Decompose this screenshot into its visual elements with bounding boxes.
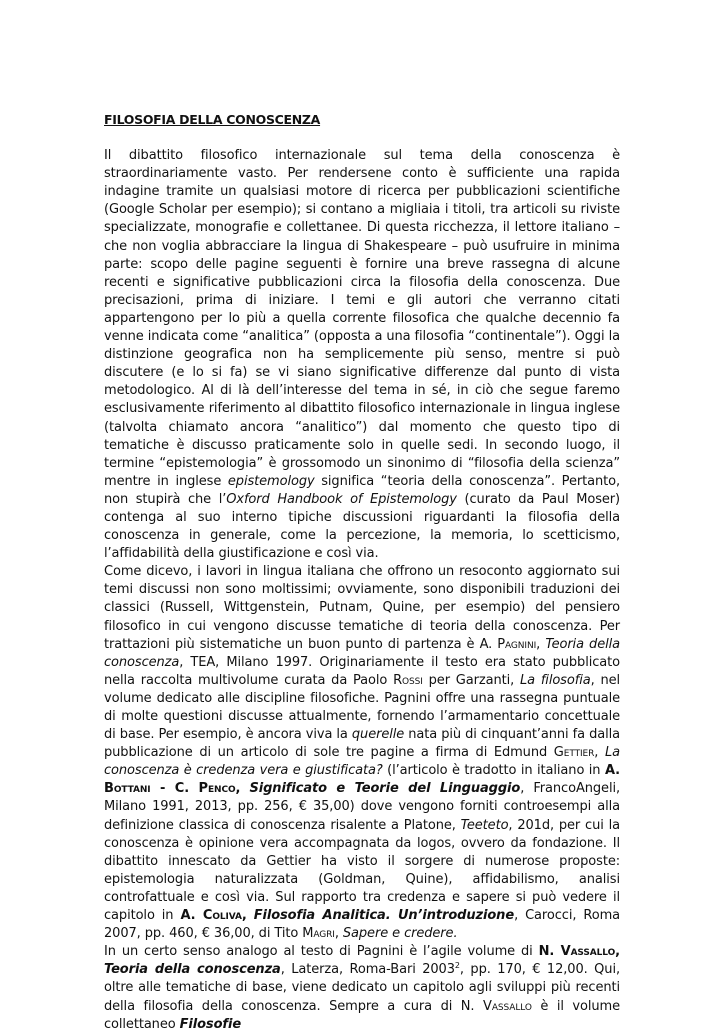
text: per Garzanti,	[422, 672, 520, 688]
book-title-bold: Teoria della conoscenza	[104, 962, 281, 978]
author-initial: - C. P	[150, 781, 208, 797]
book-title-bold: Significato e Teorie del Linguaggio	[249, 781, 521, 797]
text	[247, 908, 254, 923]
text: (curato da Paul Moser) contenga al suo interno tipiche discussioni riguardanti la filosofia della conoscenza in generale, come la percezione, la memoria, lo scetticismo, l’affidabilità della giustificazione e così via.	[104, 491, 620, 562]
punctuation: ,	[235, 781, 241, 797]
author-smallcaps: assallo	[570, 944, 616, 960]
text: , Laterza, Roma-Bari 2003	[280, 962, 455, 978]
book-title: Teeteto	[460, 817, 509, 833]
text: significa “teoria della conoscenza”. Pertanto, non stupirà che l’	[104, 473, 620, 507]
document-title: FILOSOFIA DELLA CONOSCENZA	[104, 112, 321, 127]
edition-superscript: 2	[454, 961, 460, 971]
text: , 201d, per cui la conoscenza è opinione vera accompagnata da logos, ovvero da fondazione. Il dibattito innescato da Gettier ha visto il sorgere di numerose proposte: epistemologia naturalizzata (Goldman, Quine), affidabilismo, analisi controfattuale e così via. Sul rapporto tra credenza e sapere si può vedere il capitolo in	[104, 817, 620, 924]
text: In un certo senso analogo al testo di Pagnini è l’agile volume di	[104, 944, 539, 960]
author-initial: A. B	[104, 763, 620, 797]
author-smallcaps: ettier	[563, 745, 595, 761]
text: , nel volume dedicato alle discipline filosofiche. Pagnini offre una rassegna puntuale di molte questioni discusse attualmente, fornendo l’armamentario concettuale di base. Per esempio, è ancora viva la	[104, 672, 620, 743]
text: , pp. 170, € 12,00. Qui, oltre alle tematiche di base, viene dedicato un capitolo agli sviluppi più recenti della filosofia della conoscenza. Sempre a cura di N. V	[104, 962, 620, 1014]
author-smallcaps: ottani	[113, 781, 151, 797]
text: nata più di cinquant’anni fa dalla pubblicazione di un articolo di sole tre pagine a firma di Edmund G	[104, 727, 621, 761]
book-title-bold: Filosofie	[179, 1016, 242, 1032]
text: è il volume collettaneo	[104, 998, 620, 1032]
book-title: Oxford Handbook of Epistemology	[226, 491, 457, 507]
italic-term: querelle	[351, 727, 405, 743]
book-title-bold: Filosofia Analitica. Un’introduzione	[253, 908, 515, 924]
text: ,	[536, 636, 546, 652]
author-smallcaps: ossi	[402, 672, 423, 688]
text: ,	[334, 926, 343, 942]
text: , FrancoAngeli, Milano 1991, 2013, pp. 256, € 35,00) dove vengono forniti controesempi alla definizione classica di conoscenza risalente a Platone,	[104, 781, 620, 833]
text: Come dicevo, i lavori in lingua italiana che offrono un resoconto aggiornato sui temi discussi non sono moltissimi; ovviamente, sono disponibili traduzioni dei classici (Russell, Wittgenstein, Putnam, Quine, per esempio) del pensiero filosofico in cui vengono discusse tematiche di teoria della conoscenza. Per trattazioni più sistematiche un buon punto di partenza è A. P	[104, 564, 620, 652]
text: Il dibattito filosofico internazionale sul tema della conoscenza è straordinariamente vasto. Per rendersene conto è sufficiente una rapida indagine tramite un qualsiasi motore di ricerca per pubblicazioni scientifiche (Google Scholar per esempio); si contano a migliaia i titoli, tra articoli su riviste specializzate, monografie e collettanee. Di questa ricchezza, il lettore italiano – che non voglia abbracciare la lingua di Shakespeare – può usufruire in minima parte: scopo delle pagine seguenti è fornire una breve rassegna di alcune recenti e significative pubblicazioni circa la filosofia della conoscenza. Due precisazioni, prima di iniziare. I temi e gli autori che verranno citati appartengono per lo più a quella corrente filosofica che qualche decennio fa venne indicata come “analitica” (opposta a una filosofia “continentale”). Oggi la distinzione geografica non ha semplicemente più senso, mentre si può discutere (e lo si fa) se vi siano significative differenze dal punto di vista metodologico. Al di là dell’interesse del tema in sé, in ciò che segue faremo esclusivamente riferimento al dibattito filosofico internazionale in lingua inglese (talvolta chiamato ancora “analitico”) dal momento che questo tipo di tematiche è discusso praticamente solo in quelle sedi. In secondo luogo, il termine “epistemologia” è grossomodo un sinonimo di “filosofia della scienza” mentre in inglese	[104, 148, 620, 489]
author-smallcaps: assallo	[491, 998, 532, 1014]
book-title: La filosofia	[519, 672, 591, 688]
author-bold	[539, 944, 620, 959]
author-initial: N. V	[538, 944, 571, 960]
text: , Carocci, Roma 2007, pp. 460, € 36,00, di Tito M	[104, 908, 621, 942]
article-title: La conoscenza è credenza vera e giustificata?	[104, 745, 620, 779]
paragraph-italian-works	[104, 563, 620, 943]
author-initial: A. C	[180, 908, 213, 924]
author-smallcaps: agnini	[505, 636, 537, 652]
author-smallcaps: agri	[313, 926, 335, 942]
author-smallcaps: oliva	[212, 908, 242, 924]
paragraph-intro	[104, 147, 620, 563]
text: ,	[594, 745, 605, 761]
book-title: Teoria della conoscenza	[104, 636, 620, 670]
punctuation: ,	[241, 908, 247, 924]
punctuation: ,	[615, 944, 620, 960]
paragraph-vassallo	[104, 943, 620, 1033]
author-bold	[180, 908, 246, 923]
book-title: Sapere e credere.	[342, 926, 458, 942]
text: (l’articolo è tradotto in italiano in	[382, 763, 605, 779]
author-smallcaps: enco	[207, 781, 236, 797]
italic-term: epistemology	[227, 473, 315, 489]
document-page	[104, 111, 620, 1034]
text: , TEA, Milano 1997. Originariamente il testo era stato pubblicato nella raccolta multivolume curata da Paolo R	[104, 654, 620, 688]
